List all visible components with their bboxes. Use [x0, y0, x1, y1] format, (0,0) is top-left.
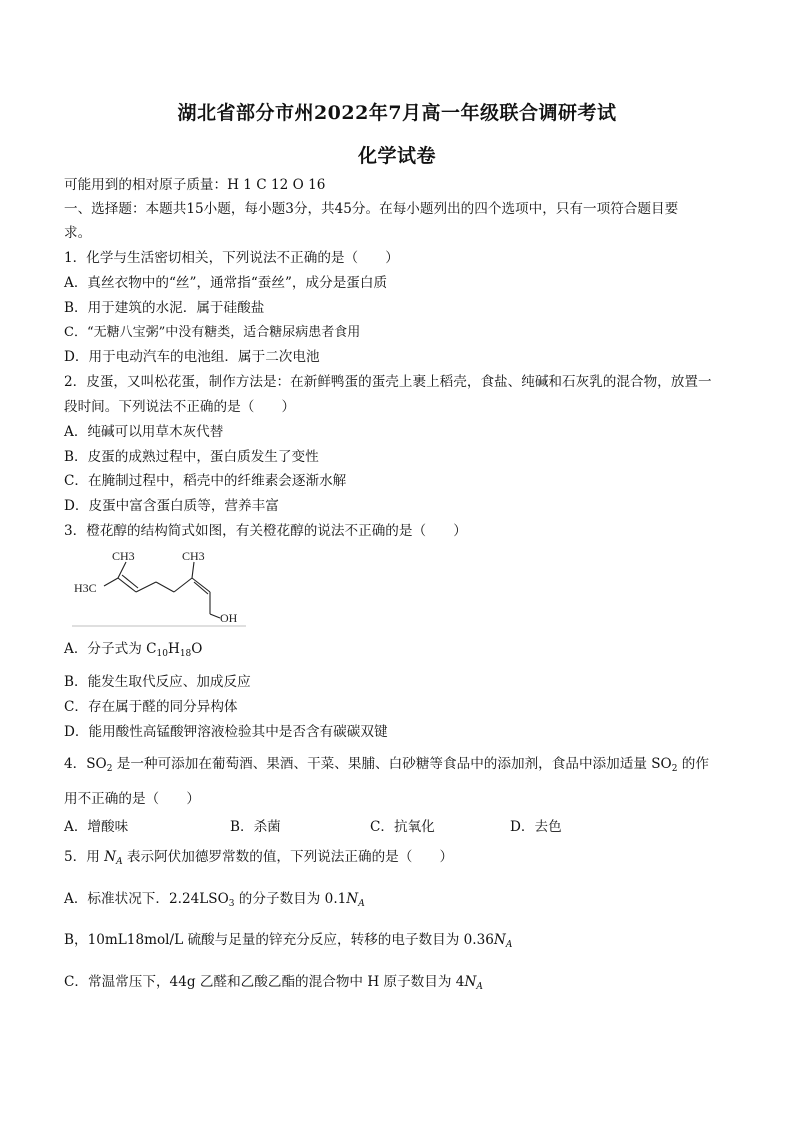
q5-option-c [64, 973, 734, 991]
q4-options [64, 815, 734, 833]
q3-option-d: D．能用酸性高锰酸钾溶液检验其中是否含有碳碳双键 [64, 724, 388, 740]
q3-a-o: O [191, 641, 203, 657]
q2-stem-line2: 段时间。下列说法不正确的是（ ） [64, 399, 296, 415]
q3-a-text: A．分子式为 C [64, 641, 157, 657]
q3-stem: 3．橙花醇的结构简式如图，有关橙花醇的说法不正确的是（ ） [64, 523, 467, 539]
q3-option-a [64, 640, 734, 658]
section-heading-line2: 求。 [64, 225, 92, 241]
q1-option-b: B．用于建筑的水泥．属于硅酸盐 [64, 300, 265, 316]
q1-stem: 1．化学与生活密切相关，下列说法不正确的是（ ） [64, 250, 399, 266]
nerol-structure-diagram [70, 548, 250, 628]
q4-option-d: D．去色 [510, 819, 562, 835]
q2-option-a: A．纯碱可以用草木灰代替 [64, 424, 224, 440]
exam-title: 湖北省部分市州2022年7月高一年级联合调研考试 [177, 102, 617, 124]
q4-option-a: A．增酸味 [64, 819, 129, 835]
q4-option-b: B．杀菌 [230, 819, 281, 835]
mol-h3c: H3C [74, 581, 97, 595]
q5-option-a [64, 890, 734, 908]
q2-stem-line1: 2．皮蛋，又叫松花蛋，制作方法是：在新鲜鸭蛋的蛋壳上裹上稻壳，食盐、纯碱和石灰乳的混合物，放置一 [64, 374, 712, 390]
mol-ch3-right: CH3 [182, 549, 205, 563]
q3-a-h: H [167, 641, 180, 657]
q1-option-d: D．用于电动汽车的电池组．属于二次电池 [64, 349, 320, 365]
q1-option-c: C．“无糖八宝粥”中没有糖类，适合糖尿病患者食用 [64, 325, 361, 340]
q5-stem-post: 表示阿伏加德罗常数的值，下列说法正确的是（ ） [122, 849, 454, 865]
q4-stem-line1 [64, 755, 734, 773]
q4-p2: 是一种可添加在葡萄酒、果酒、干菜、果脯、白砂糖等食品中的添加剂，食品中添加适量 SO [112, 756, 672, 772]
q4-option-c: C．抗氧化 [370, 819, 435, 835]
q4-p3: 的作 [677, 756, 709, 772]
q5-a-sub: 3 [228, 899, 235, 909]
q5-na: N [104, 849, 117, 865]
q5-option-b [64, 931, 734, 949]
q3-a-sub-h: 18 [179, 649, 192, 659]
q5-c-na-sub: A [476, 982, 483, 992]
q5-a-post: 的分子数目为 0.1 [234, 891, 347, 907]
q5-na-sub: A [116, 857, 123, 867]
q1-option-a: A．真丝衣物中的“丝”，通常指“蚕丝”，成分是蛋白质 [64, 275, 388, 291]
q2-option-b: B．皮蛋的成熟过程中，蛋白质发生了变性 [64, 449, 319, 465]
mol-ch3-left: CH3 [112, 549, 135, 563]
exam-subtitle: 化学试卷 [357, 145, 436, 167]
mol-oh: OH [220, 611, 238, 625]
q4-sub2: 2 [671, 764, 678, 774]
q4-p1: 4．SO [64, 756, 107, 772]
q3-a-sub-c: 10 [156, 649, 168, 659]
q5-b-na-sub: A [505, 940, 513, 950]
atomic-masses: 可能用到的相对原子质量：H 1 C 12 O 16 [64, 177, 326, 193]
q5-a-na: N [346, 891, 359, 907]
q5-stem [64, 848, 734, 866]
q5-a-na-sub: A [358, 899, 365, 909]
q3-option-c: C．存在属于醛的同分异构体 [64, 699, 238, 715]
q5-stem-pre: 5．用 [64, 849, 105, 865]
q2-option-c: C．在腌制过程中，稻壳中的纤维素会逐渐水解 [64, 473, 347, 489]
section-heading-line1: 一、选择题：本题共15小题，每小题3分，共45分。在每小题列出的四个选项中，只有一项符合题目要 [64, 201, 679, 217]
q3-option-b: B．能发生取代反应、加成反应 [64, 674, 251, 690]
q5-a-pre: A．标准状况下．2.24LSO [64, 891, 229, 907]
q2-option-d: D．皮蛋中富含蛋白质等，营养丰富 [64, 498, 279, 514]
q4-sub1: 2 [106, 764, 113, 774]
q4-stem-line2: 用不正确的是（ ） [64, 791, 200, 807]
q5-c-na: N [464, 974, 477, 990]
q5-b-na: N [493, 932, 506, 948]
q5-b-pre: B，10mL18mol/L 硫酸与足量的锌充分反应，转移的电子数目为 0.36 [64, 932, 494, 948]
q5-c-pre: C．常温常压下，44g 乙醛和乙酸乙酯的混合物中 H 原子数目为 4 [64, 974, 465, 990]
